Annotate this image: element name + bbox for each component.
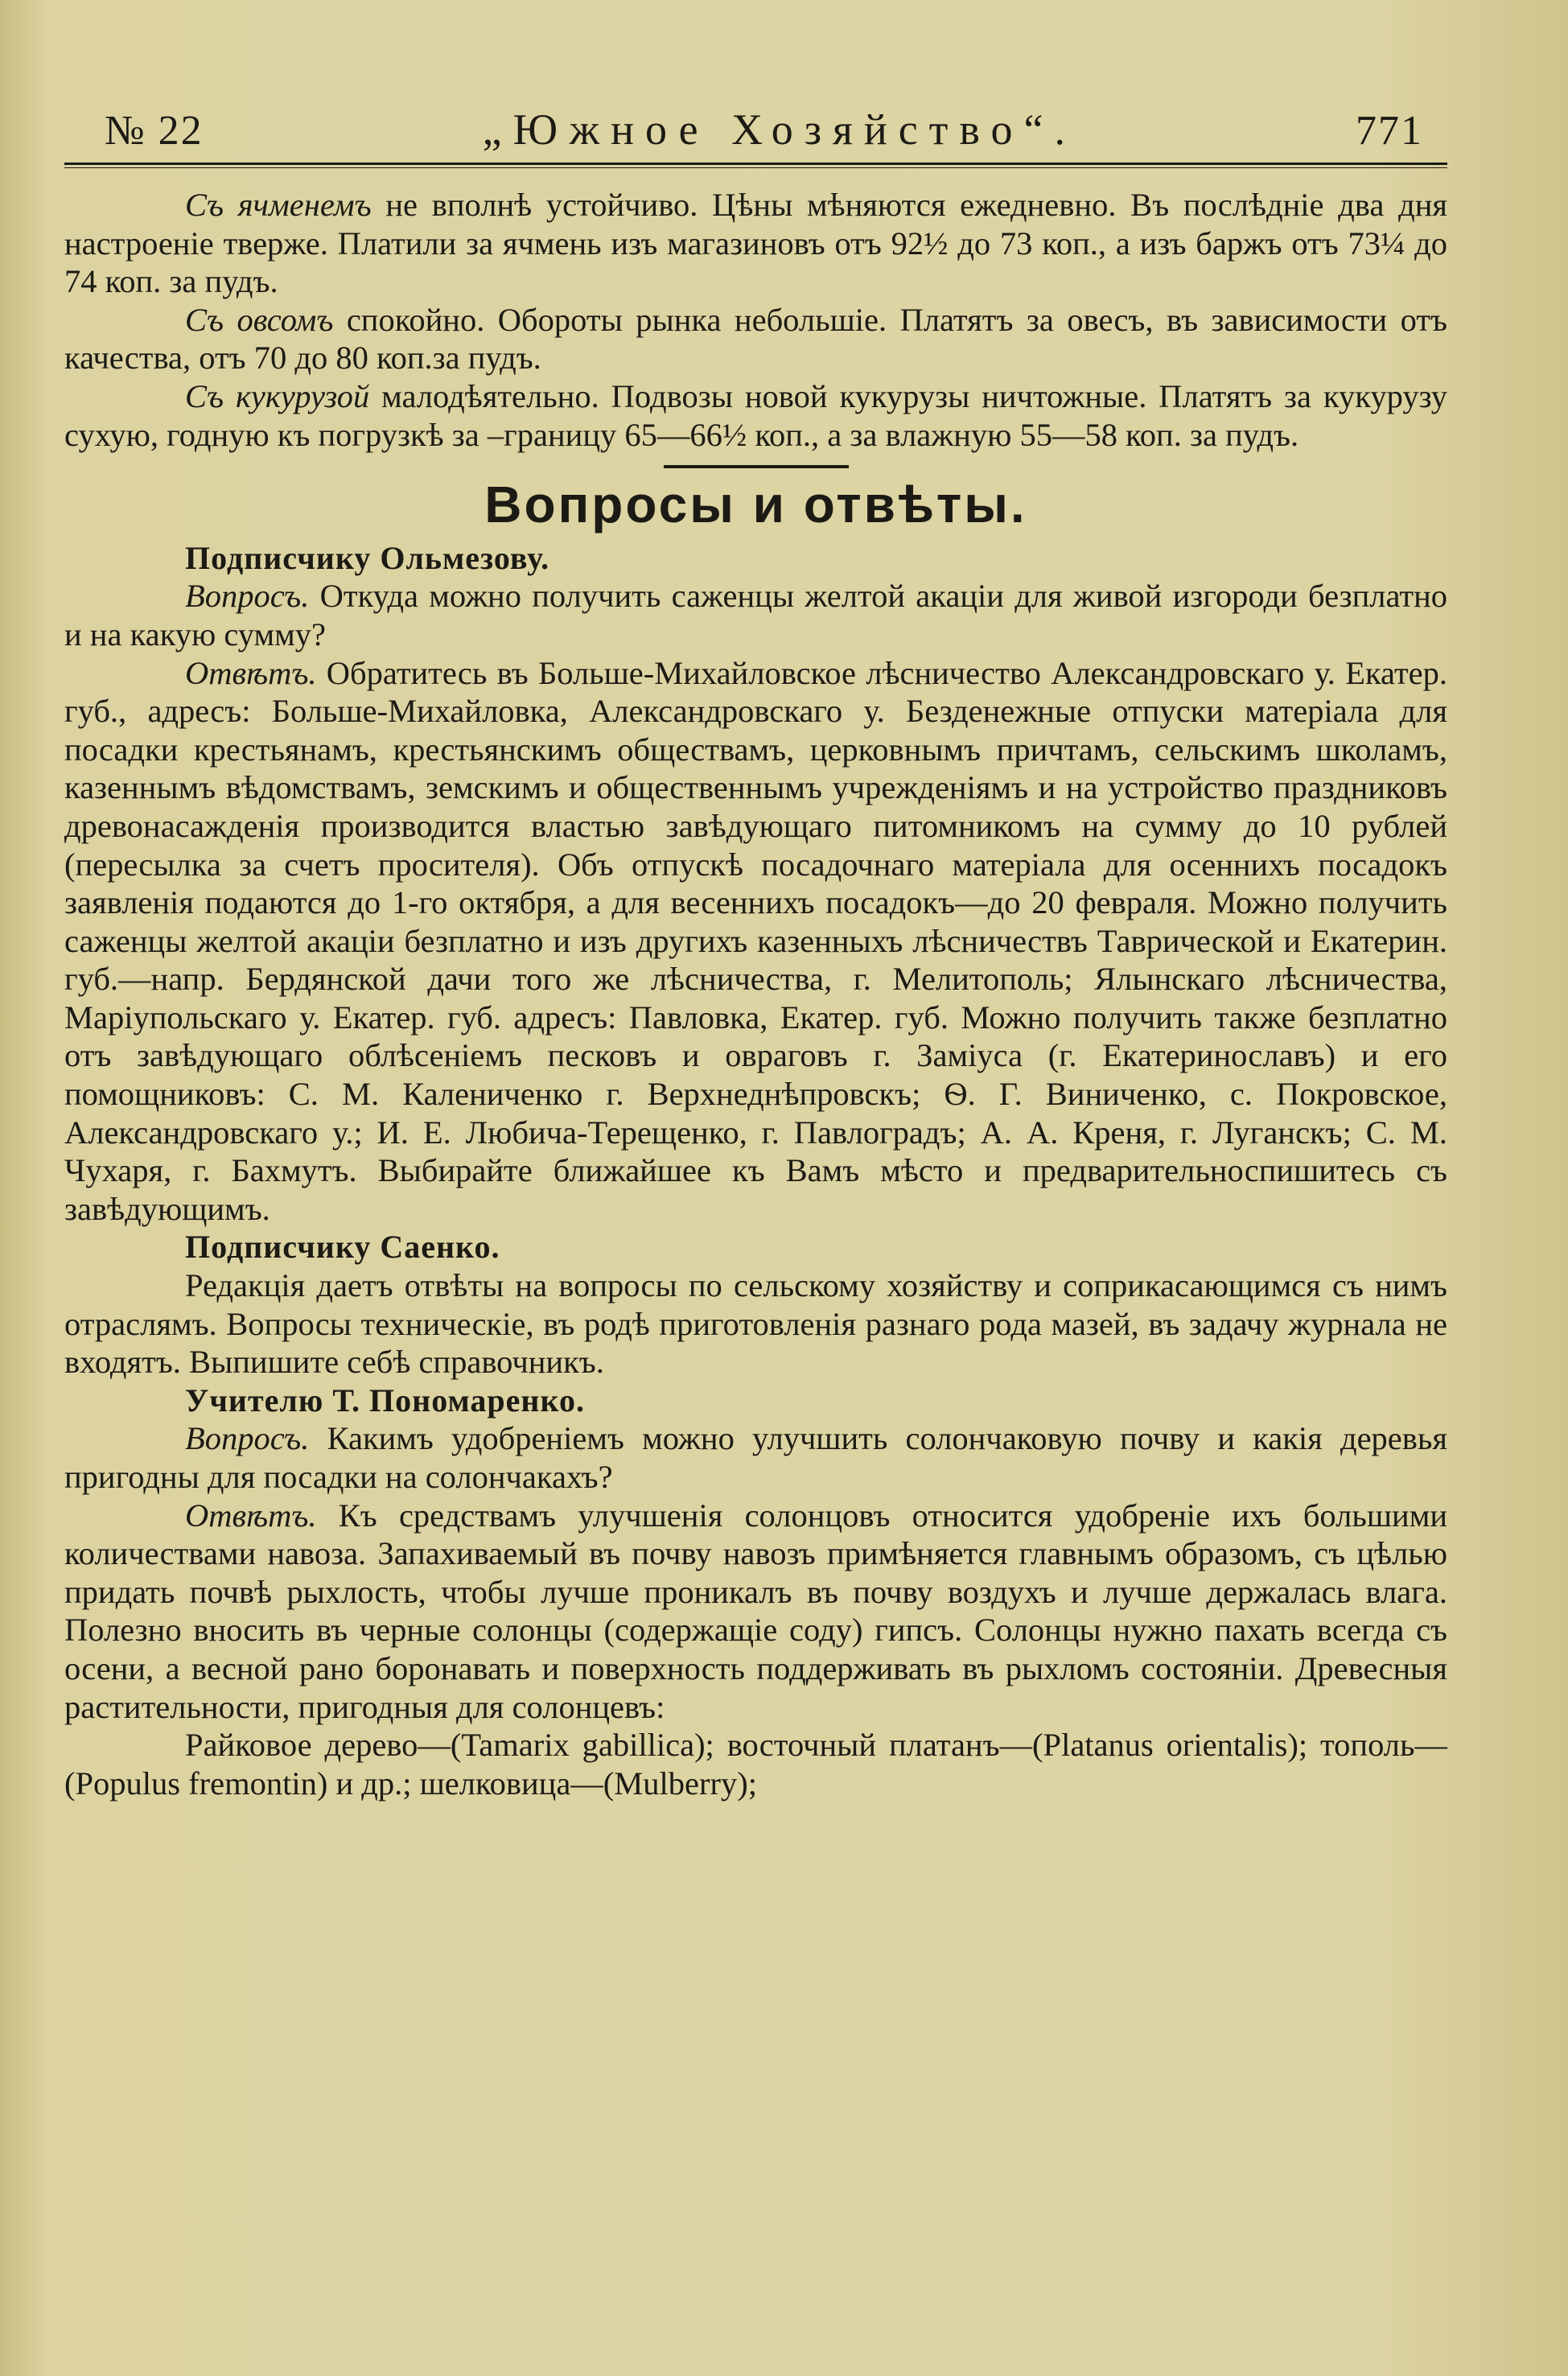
question-text: Откуда можно получить саженцы желтой акаціи для живой изгороди безплатно и на какую сумму?	[64, 578, 1447, 653]
addressee-olmezov: Подписчику Ольмезову.	[185, 539, 550, 576]
running-header	[64, 105, 1447, 154]
section-separator	[664, 465, 849, 468]
journal-title: „Южное Хозяйство“.	[482, 105, 1076, 154]
issue-number: № 22	[105, 108, 204, 154]
market-text-barley: не вполнѣ устойчиво. Цѣны мѣняются ежедневно. Въ послѣдніе два дня настроеніе тверже. Платили за ячмень изъ магазиновъ отъ 92½ до 73 коп., а изъ баржъ отъ 73¼ до 74 коп. за пудъ.	[64, 187, 1447, 300]
market-paragraph-oats	[64, 301, 1447, 377]
market-paragraph-barley	[64, 186, 1447, 301]
question-label: Вопросъ.	[185, 578, 310, 615]
tree-list-ponomarenko: Райковое дерево—(Tamarix gabillica); восточный платанъ—(Platanus orientalis); тополь—(Populus fremontin) и др.; шелковица—(Mulberry);	[64, 1727, 1447, 1802]
market-text-corn: малодѣятельно. Подвозы новой кукурузы ничтожные. Платятъ за кукурузу сухую, годную къ погрузкѣ за –границу 65—66½ коп., а за влажную 55—58 коп. за пудъ.	[64, 377, 1447, 453]
page-number: 771	[1355, 108, 1423, 154]
answer-ponomarenko	[64, 1497, 1447, 1727]
answer-label: Отвѣтъ.	[185, 654, 317, 691]
answer-text: Къ средствамъ улучшенія солонцовъ относится удобреніе ихъ большими количествами навоза. Запахиваемый въ почву навозъ примѣняется главнымъ образомъ, съ цѣлью придать почвѣ рыхлость, чтобы лучше проникалъ въ почву воздухъ и лучше держалась влага. Полезно вносить въ черные солонцы (содержащіе соду) гипсъ. Солонцы нужно пахать всегда съ осени, а весной рано боронавать и поверхность поддерживать въ рыхломъ состояніи. Древесныя растительности, пригодныя для солонцевъ:	[64, 1497, 1447, 1725]
market-text-oats: спокойно. Обороты рынка небольшіе. Платятъ за овесъ, въ зависимости отъ качества, отъ 70 до 80 коп.за пудъ.	[64, 301, 1447, 377]
question-text: Какимъ удобреніемъ можно улучшить солончаковую почву и какія деревья пригодны для посадки на солончакахъ?	[64, 1420, 1447, 1495]
question-label: Вопросъ.	[185, 1420, 310, 1457]
answer-label: Отвѣтъ.	[185, 1497, 317, 1534]
market-lead-corn: Съ кукурузой	[185, 377, 370, 414]
question-ponomarenko	[64, 1419, 1447, 1496]
addressee-saenko: Подписчику Саенко.	[185, 1229, 500, 1266]
article-body	[64, 186, 1447, 1802]
addressee-ponomarenko: Учителю Т. Пономаренко.	[185, 1382, 585, 1419]
question-olmezov	[64, 577, 1447, 653]
header-rule	[64, 163, 1447, 168]
answer-saenko: Редакція даетъ отвѣты на вопросы по сельскому хозяйству и соприкасающимся съ нимъ отраслямъ. Вопросы техническіе, въ родѣ приготовленія разнаго рода мазей, въ задачу журнала не входятъ. Выпишите себѣ справочникъ.	[64, 1267, 1447, 1381]
answer-olmezov	[64, 654, 1447, 1229]
market-lead-oats: Съ овсомъ	[185, 301, 334, 338]
market-paragraph-corn	[64, 377, 1447, 454]
market-lead-barley: Съ ячменемъ	[185, 187, 372, 223]
answer-text: Обратитесь въ Больше-Михайловское лѣсничество Александровскаго у. Екатер. губ., адресъ: Больше-Михайловка, Александровскаго у. Безденежные отпуски матеріала для посадки крестьянамъ, крестьянскимъ обществамъ, церковнымъ причтамъ, сельскимъ школамъ, казеннымъ вѣдомствамъ, земскимъ и общественнымъ учрежденіямъ и на устройство праздниковъ древонасажденія производится властью завѣдующаго питомникомъ на сумму до 10 рублей (пересылка за счетъ просителя). Объ отпускѣ посадочнаго матеріала для осеннихъ посадокъ заявленія подаются до 1-го октября, а для весеннихъ посадокъ—до 20 февраля. Можно получить саженцы желтой акаціи безплатно и изъ другихъ казенныхъ лѣсничествъ Таврической и Екатерин. губ.—напр. Бердянской дачи того же лѣсничества, г. Мелитополь; Ялынскаго лѣсничества, Маріупольскаго у. Екатер. губ. адресъ: Павловка, Екатер. губ. Можно получить также безплатно отъ завѣдующаго облѣсеніемъ песковъ и овраговъ г. Заміуса (г. Екатеринославъ) и его помощниковъ: С. М. Калениченко г. Верхнеднѣпровскъ; Ѳ. Г. Виниченко, с. Покровское, Александровскаго у.; И. Е. Любича-Терещенко, г. Павлоградъ; А. А. Креня, г. Луганскъ; С. М. Чухаря, г. Бахмутъ. Выбирайте ближайшее къ Вамъ мѣсто и предварительноспишитесь съ завѣдующимъ.	[64, 654, 1447, 1227]
section-title: Вопросы и отвѣты.	[484, 476, 1027, 534]
